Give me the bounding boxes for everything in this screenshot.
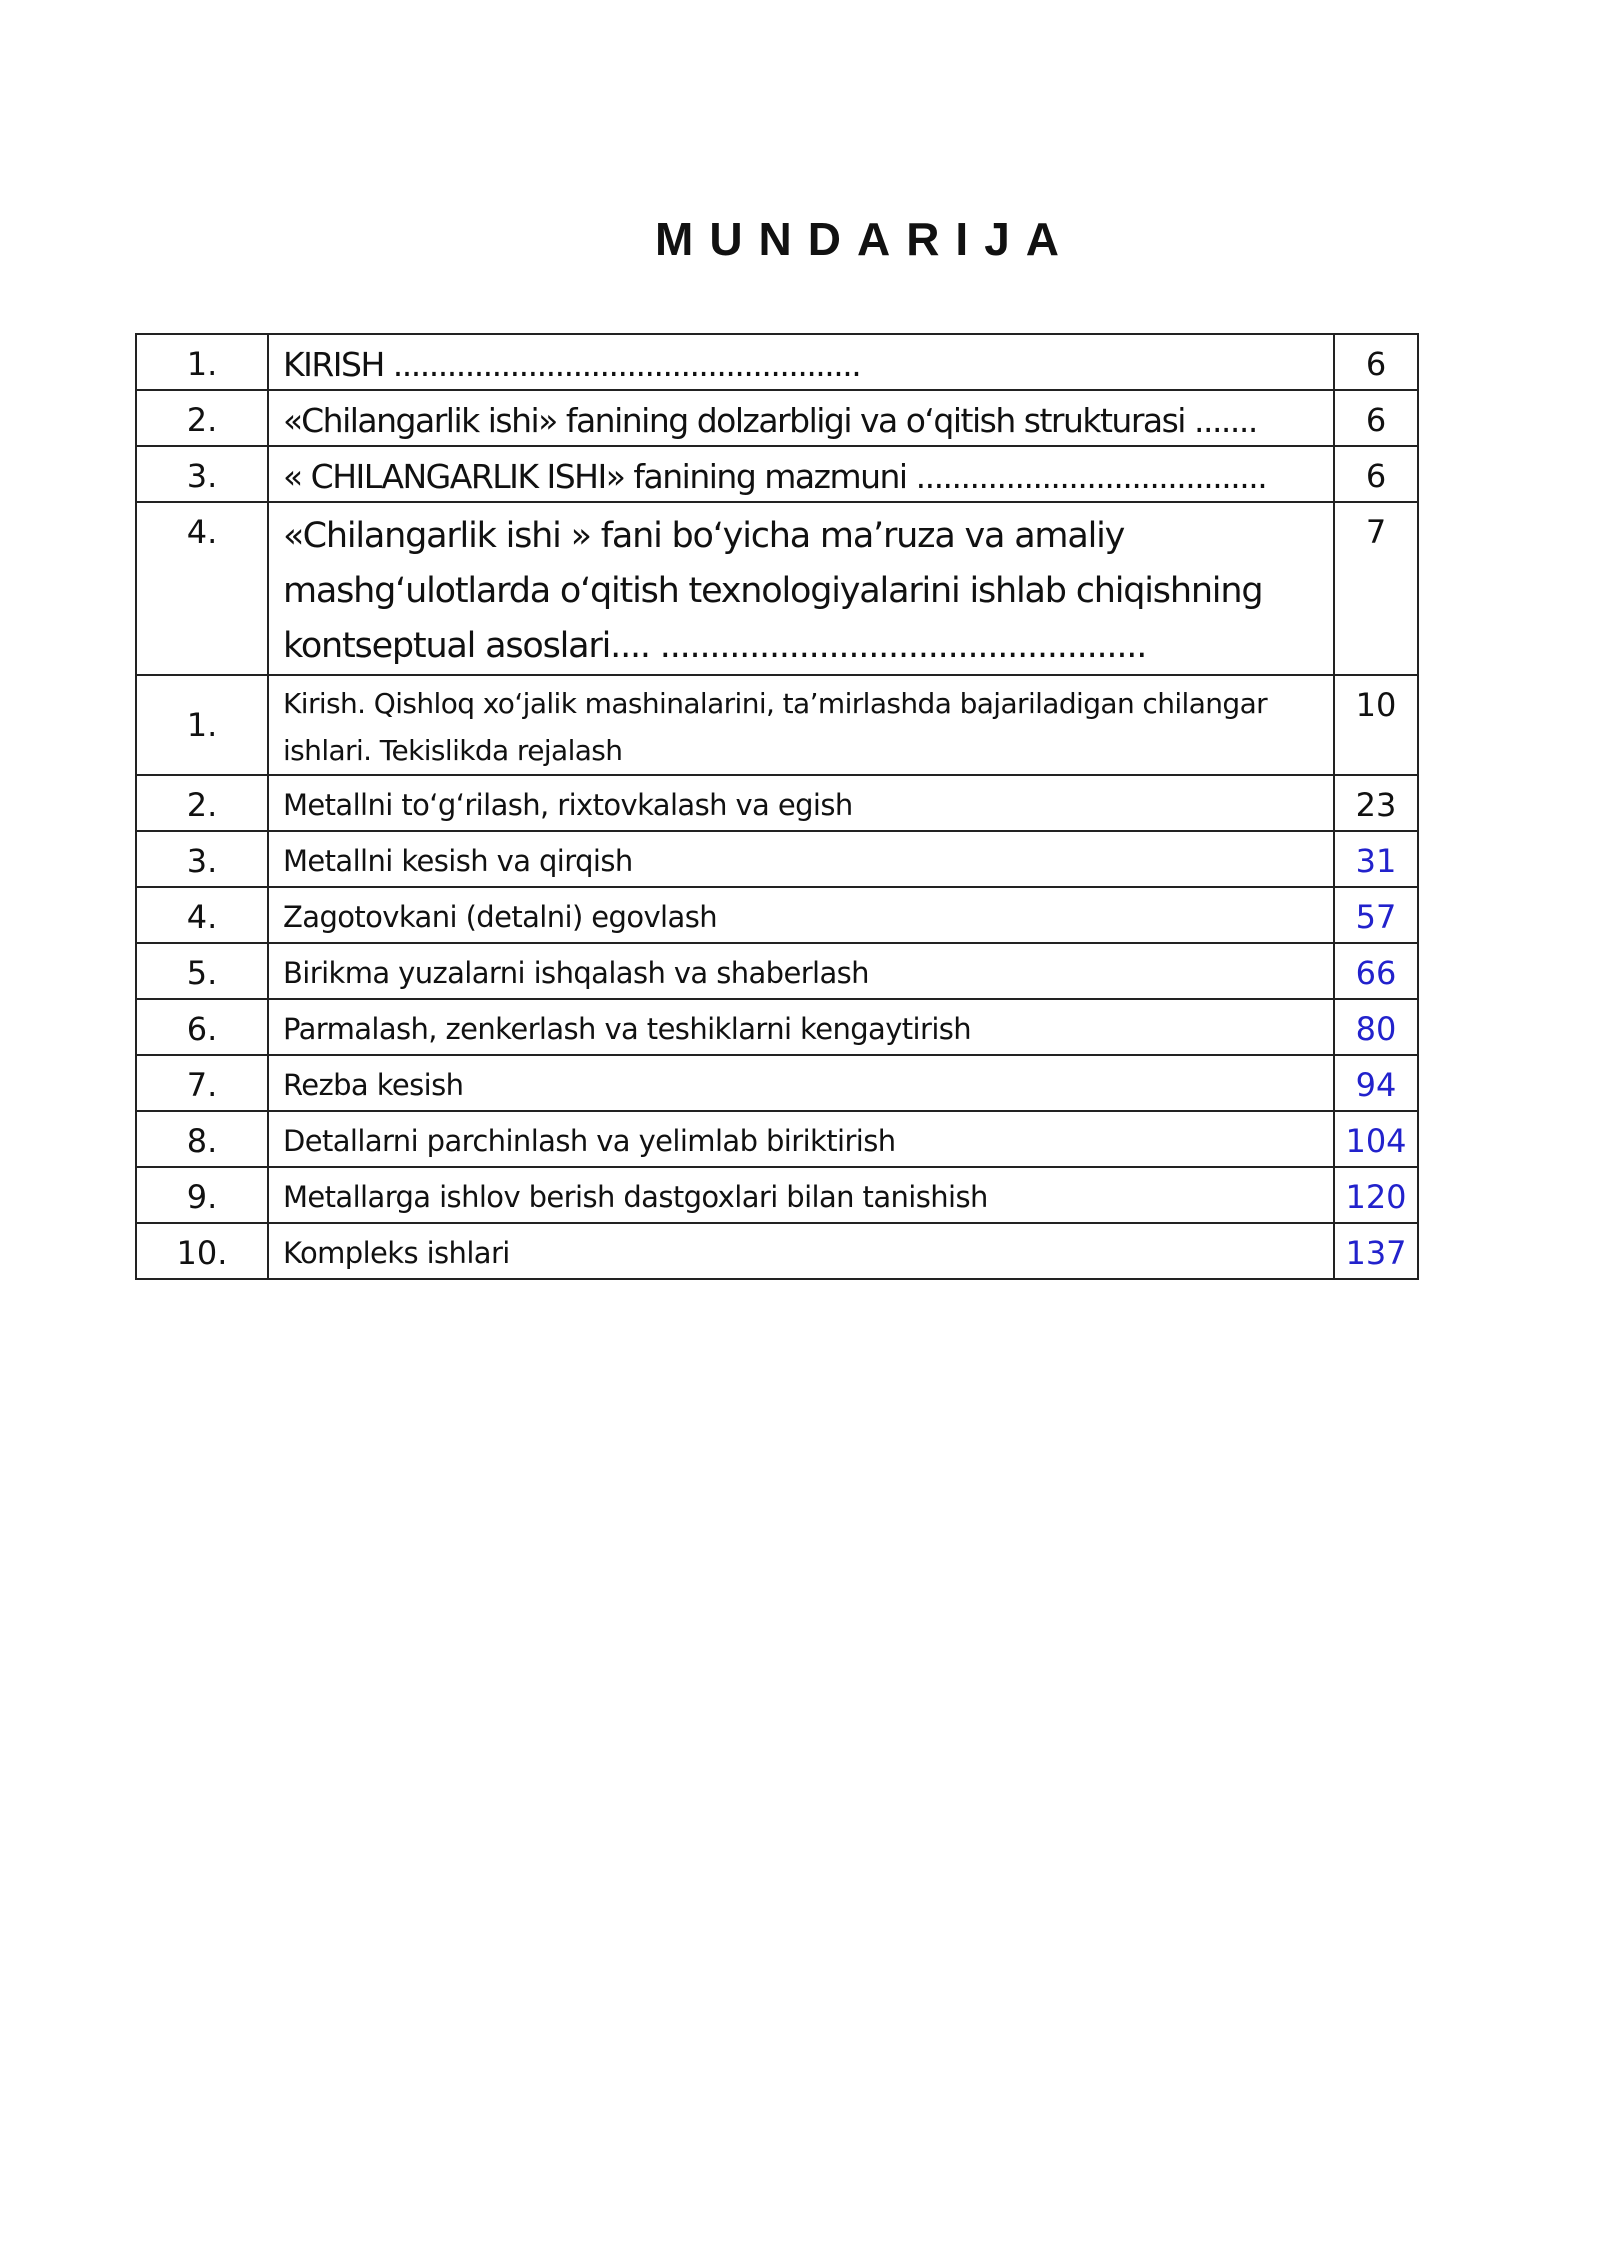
- toc-number: 3.: [136, 831, 268, 887]
- toc-row: [136, 675, 1418, 775]
- toc-number: 2.: [136, 775, 268, 831]
- toc-number: 7.: [136, 1055, 268, 1111]
- table-of-contents: [135, 333, 1419, 1280]
- toc-page: 7: [1334, 502, 1418, 675]
- toc-row: [136, 1167, 1418, 1223]
- toc-page: 6: [1334, 390, 1418, 446]
- toc-page-link[interactable]: 66: [1334, 943, 1418, 999]
- toc-title[interactable]: Kirish. Qishloq xo‘jalik mashinalarini, ta’mirlashda bajariladigan chilangar ishlari. Tekislikda rejalash: [268, 675, 1334, 775]
- toc-row: [136, 999, 1418, 1055]
- toc-number: 6.: [136, 999, 268, 1055]
- toc-number: 10.: [136, 1223, 268, 1279]
- toc-title[interactable]: Metallni kesish va qirqish: [268, 831, 1334, 887]
- toc-title[interactable]: Kompleks ishlari: [268, 1223, 1334, 1279]
- toc-title[interactable]: Metallni to‘g‘rilash, rixtovkalash va egish: [268, 775, 1334, 831]
- toc-page-link[interactable]: 57: [1334, 887, 1418, 943]
- toc-title[interactable]: Birikma yuzalarni ishqalash va shaberlash: [268, 943, 1334, 999]
- toc-row: [136, 334, 1418, 390]
- toc-page-link[interactable]: 80: [1334, 999, 1418, 1055]
- toc-page-link[interactable]: 31: [1334, 831, 1418, 887]
- toc-number: 1.: [136, 334, 268, 390]
- toc-row: [136, 775, 1418, 831]
- toc-title[interactable]: Rezba kesish: [268, 1055, 1334, 1111]
- toc-row: [136, 1111, 1418, 1167]
- toc-number: 3.: [136, 446, 268, 502]
- toc-number: 9.: [136, 1167, 268, 1223]
- toc-row: [136, 831, 1418, 887]
- toc-page: 23: [1334, 775, 1418, 831]
- toc-page-link[interactable]: 120: [1334, 1167, 1418, 1223]
- toc-number: 4.: [136, 887, 268, 943]
- toc-row: [136, 502, 1418, 675]
- toc-page: 10: [1334, 675, 1418, 775]
- toc-row: [136, 1055, 1418, 1111]
- toc-title[interactable]: Parmalash, zenkerlash va teshiklarni kengaytirish: [268, 999, 1334, 1055]
- toc-page: 6: [1334, 446, 1418, 502]
- toc-title[interactable]: Detallarni parchinlash va yelimlab biriktirish: [268, 1111, 1334, 1167]
- toc-row: [136, 1223, 1418, 1279]
- toc-title[interactable]: «Chilangarlik ishi » fani bo‘yicha ma’ruza va amaliy mashg‘ulotlarda o‘qitish texnologiyalarini ishlab chiqishning kontseptual asoslari.... .................................................: [268, 502, 1334, 675]
- page-title: MUNDARIJA: [655, 213, 1075, 265]
- toc-row: [136, 943, 1418, 999]
- toc-number: 4.: [136, 502, 268, 675]
- toc-row: [136, 887, 1418, 943]
- toc-title[interactable]: Zagotovkani (detalni) egovlash: [268, 887, 1334, 943]
- toc-number: 8.: [136, 1111, 268, 1167]
- toc-number: 1.: [136, 675, 268, 775]
- toc-page: 6: [1334, 334, 1418, 390]
- toc-title[interactable]: «Chilangarlik ishi» fanining dolzarbligi va o‘qitish strukturasi .......: [268, 390, 1334, 446]
- toc-row: [136, 446, 1418, 502]
- toc-title[interactable]: « CHILANGARLIK ISHI» fanining mazmuni .......................................: [268, 446, 1334, 502]
- toc-number: 2.: [136, 390, 268, 446]
- toc-title[interactable]: KIRISH ....................................................: [268, 334, 1334, 390]
- toc-page-link[interactable]: 94: [1334, 1055, 1418, 1111]
- toc-row: [136, 390, 1418, 446]
- toc-number: 5.: [136, 943, 268, 999]
- toc-page-link[interactable]: 104: [1334, 1111, 1418, 1167]
- toc-title[interactable]: Metallarga ishlov berish dastgoxlari bilan tanishish: [268, 1167, 1334, 1223]
- toc-page-link[interactable]: 137: [1334, 1223, 1418, 1279]
